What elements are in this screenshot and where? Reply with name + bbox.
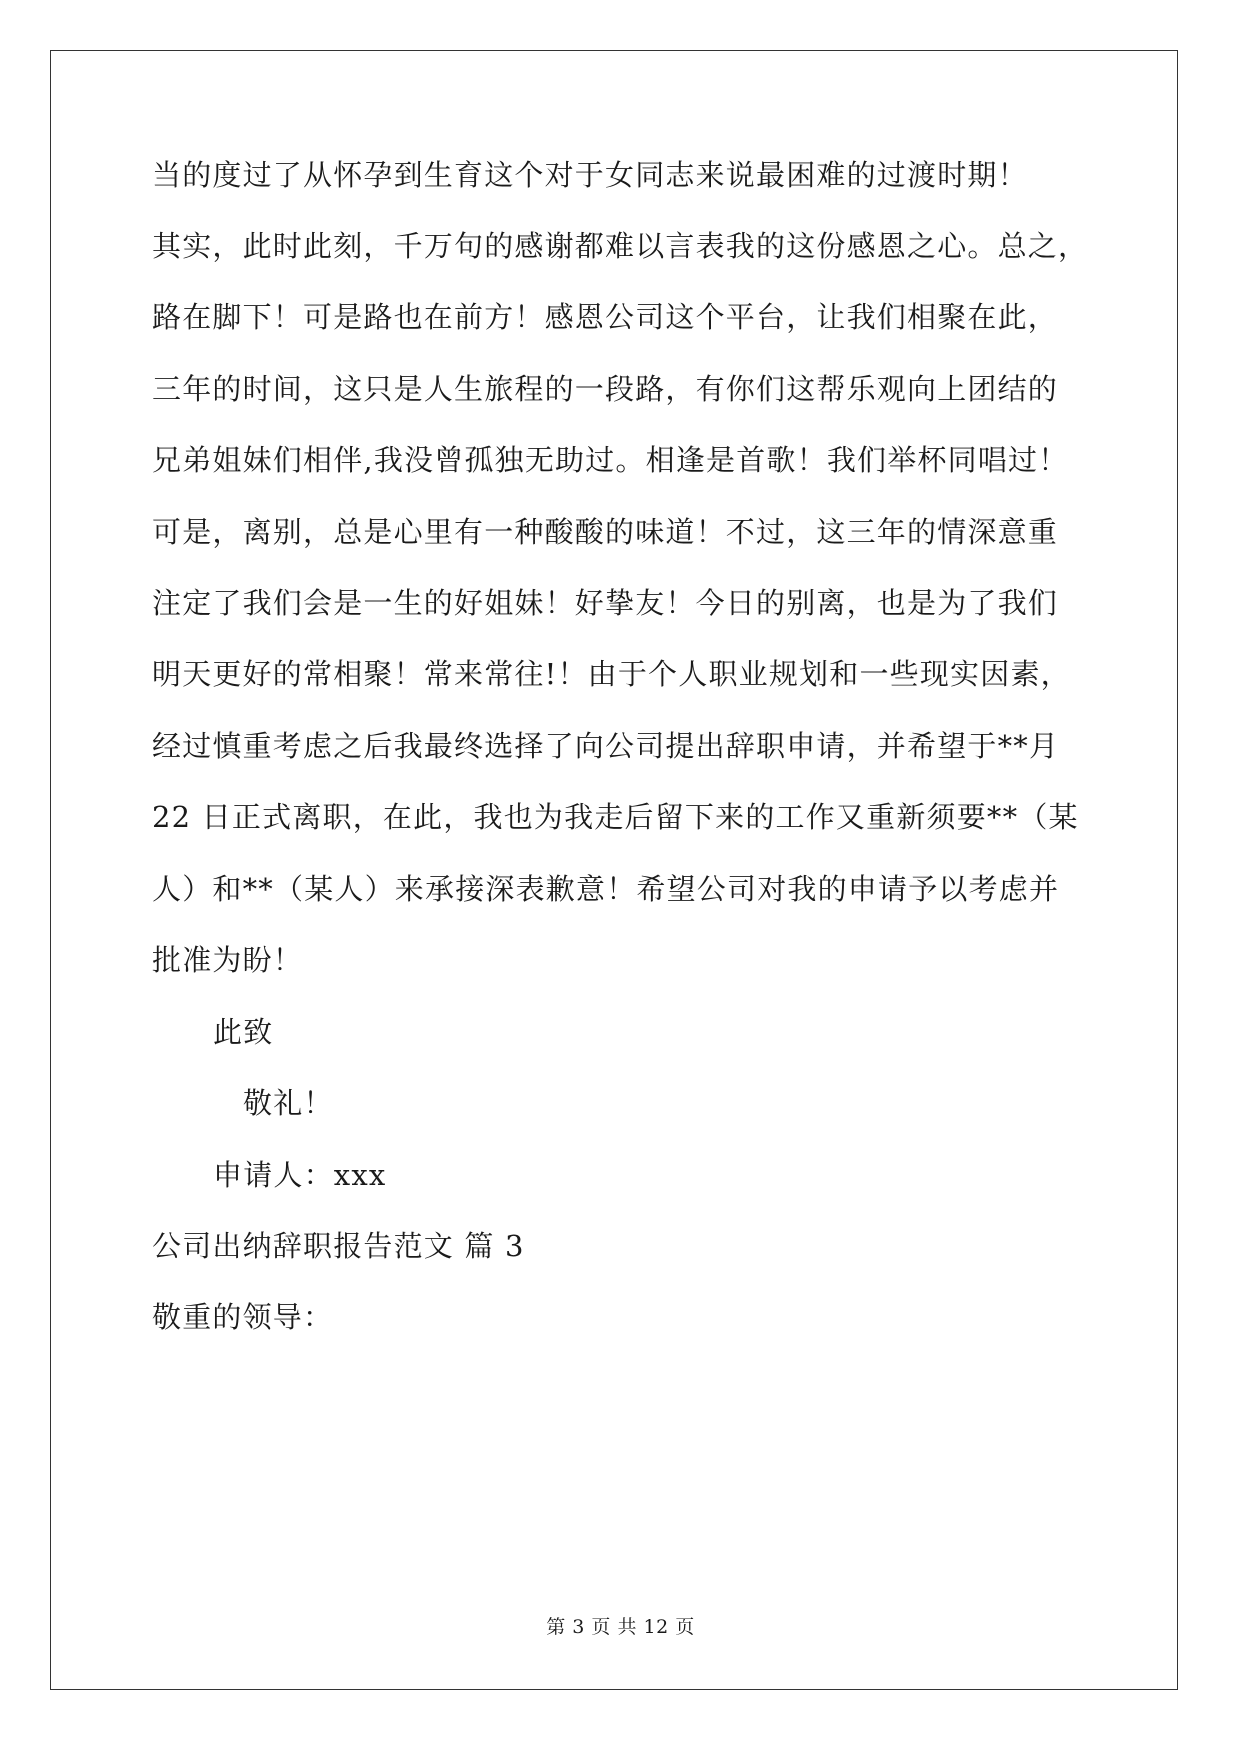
body-line-9: 经过慎重考虑之后我最终选择了向公司提出辞职申请，并希望于**月 bbox=[152, 729, 1060, 763]
applicant-line: 申请人：xxx bbox=[213, 1158, 387, 1192]
body-line-11: 人）和**（某人）来承接深表歉意！希望公司对我的申请予以考虑并 bbox=[152, 872, 1060, 906]
body-line-2: 其实，此时此刻，千万句的感谢都难以言表我的这份感恩之心。总之， bbox=[152, 229, 1089, 263]
section-greeting: 敬重的领导： bbox=[152, 1300, 334, 1334]
body-line-4: 三年的时间，这只是人生旅程的一段路，有你们这帮乐观向上团结的 bbox=[152, 372, 1059, 406]
body-line-8: 明天更好的常相聚！常来常往!！由于个人职业规划和一些现实因素， bbox=[152, 657, 1071, 691]
body-line-5: 兄弟姐妹们相伴,我没曾孤独无助过。相逢是首歌！我们举杯同唱过！ bbox=[152, 443, 1069, 477]
closing-salutation: 此致 bbox=[213, 1015, 274, 1049]
body-line-12: 批准为盼！ bbox=[152, 943, 304, 977]
body-line-3: 路在脚下！可是路也在前方！感恩公司这个平台，让我们相聚在此， bbox=[152, 300, 1059, 334]
body-line-1: 当的度过了从怀孕到生育这个对于女同志来说最困难的过渡时期！ bbox=[152, 158, 1028, 192]
body-line-6: 可是，离别，总是心里有一种酸酸的味道！不过，这三年的情深意重 bbox=[152, 515, 1059, 549]
closing-regards: 敬礼！ bbox=[243, 1086, 334, 1120]
section-title: 公司出纳辞职报告范文 篇 3 bbox=[152, 1229, 525, 1263]
body-line-7: 注定了我们会是一生的好姐妹！好挚友！今日的别离，也是为了我们 bbox=[152, 586, 1059, 620]
page-number-footer: 第 3 页 共 12 页 bbox=[546, 1616, 695, 1638]
body-line-10: 22 日正式离职，在此，我也为我走后留下来的工作又重新须要**（某 bbox=[152, 800, 1079, 834]
